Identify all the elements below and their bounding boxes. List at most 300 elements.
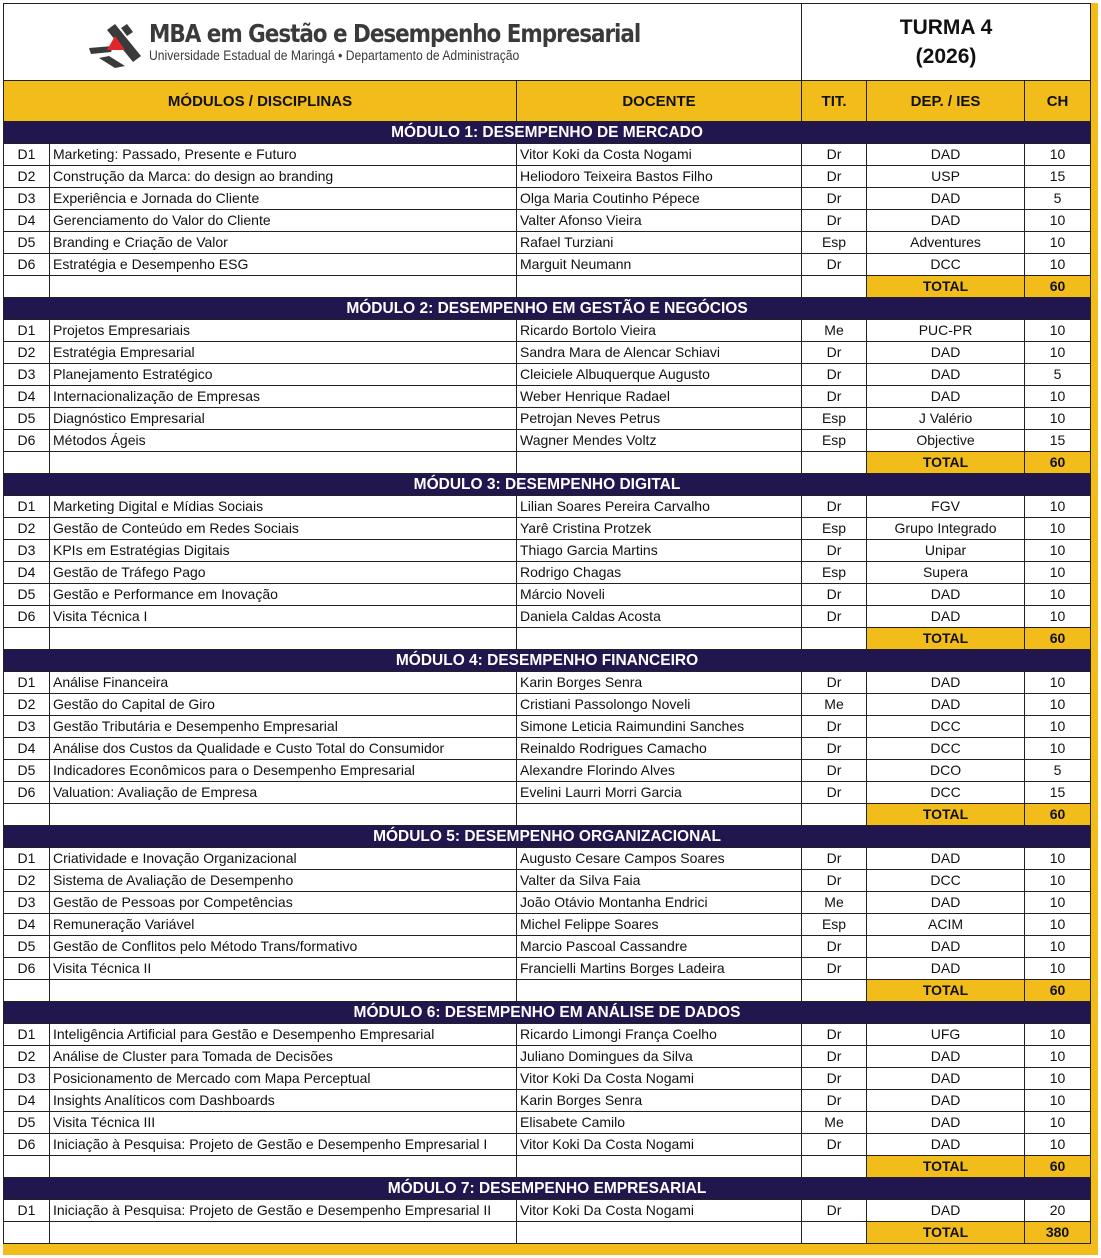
discipline-code: D2 <box>4 518 50 540</box>
carga-horaria: 10 <box>1025 1112 1091 1134</box>
module-title: MÓDULO 1: DESEMPENHO DE MERCADO <box>4 122 1091 144</box>
department: DCC <box>867 782 1025 804</box>
department: DAD <box>867 1090 1025 1112</box>
carga-horaria: 20 <box>1025 1200 1091 1222</box>
docente-name: Juliano Domingues da Silva <box>517 1046 802 1068</box>
discipline-row <box>4 1200 1091 1222</box>
discipline-code: D1 <box>4 1200 50 1222</box>
module-header-row <box>4 826 1091 848</box>
discipline-code: D6 <box>4 782 50 804</box>
total-spacer <box>50 628 517 650</box>
total-spacer <box>50 1156 517 1178</box>
discipline-code: D1 <box>4 144 50 166</box>
discipline-name: Estratégia Empresarial <box>50 342 517 364</box>
discipline-name: Criatividade e Inovação Organizacional <box>50 848 517 870</box>
total-spacer <box>4 628 50 650</box>
carga-horaria: 10 <box>1025 1046 1091 1068</box>
docente-name: Ricardo Bortolo Vieira <box>517 320 802 342</box>
discipline-name: Análise Financeira <box>50 672 517 694</box>
discipline-row <box>4 584 1091 606</box>
discipline-name: Gestão de Conflitos pelo Método Trans/formativo <box>50 936 517 958</box>
docente-name: Wagner Mendes Voltz <box>517 430 802 452</box>
titulacao: Dr <box>802 936 867 958</box>
department: DAD <box>867 342 1025 364</box>
carga-horaria: 10 <box>1025 870 1091 892</box>
discipline-name: Projetos Empresariais <box>50 320 517 342</box>
department: DAD <box>867 144 1025 166</box>
total-row <box>4 1156 1091 1178</box>
total-spacer <box>802 276 867 298</box>
discipline-code: D4 <box>4 386 50 408</box>
discipline-row <box>4 1090 1091 1112</box>
carga-horaria: 10 <box>1025 606 1091 628</box>
titulacao: Dr <box>802 540 867 562</box>
discipline-name: Sistema de Avaliação de Desempenho <box>50 870 517 892</box>
docente-name: Simone Leticia Raimundini Sanches <box>517 716 802 738</box>
col-header-tit: TIT. <box>802 81 867 122</box>
department: DAD <box>867 1134 1025 1156</box>
carga-horaria: 10 <box>1025 386 1091 408</box>
discipline-name: Remuneração Variável <box>50 914 517 936</box>
total-spacer <box>517 452 802 474</box>
discipline-row <box>4 936 1091 958</box>
department: DAD <box>867 848 1025 870</box>
discipline-code: D3 <box>4 188 50 210</box>
titulacao: Dr <box>802 386 867 408</box>
total-spacer <box>802 628 867 650</box>
department: USP <box>867 166 1025 188</box>
discipline-row <box>4 738 1091 760</box>
discipline-row <box>4 496 1091 518</box>
schedule-table <box>3 3 1091 1244</box>
total-row <box>4 1222 1091 1244</box>
program-title: MBA em Gestão e Desempenho Empresarial <box>148 19 641 49</box>
col-header-dep: DEP. / IES <box>867 81 1025 122</box>
docente-name: Petrojan Neves Petrus <box>517 408 802 430</box>
department: FGV <box>867 496 1025 518</box>
docente-name: Marguit Neumann <box>517 254 802 276</box>
total-label: TOTAL <box>867 980 1025 1002</box>
titulacao: Dr <box>802 188 867 210</box>
carga-horaria: 10 <box>1025 1068 1091 1090</box>
department: DAD <box>867 1200 1025 1222</box>
docente-name: Vitor Koki da Costa Nogami <box>517 144 802 166</box>
carga-horaria: 10 <box>1025 694 1091 716</box>
carga-horaria: 10 <box>1025 848 1091 870</box>
department: DAD <box>867 936 1025 958</box>
discipline-row <box>4 694 1091 716</box>
discipline-name: Internacionalização de Empresas <box>50 386 517 408</box>
carga-horaria: 10 <box>1025 914 1091 936</box>
discipline-row <box>4 716 1091 738</box>
module-header-row <box>4 298 1091 320</box>
department: DCC <box>867 738 1025 760</box>
carga-horaria: 10 <box>1025 518 1091 540</box>
discipline-row <box>4 232 1091 254</box>
total-value: 60 <box>1025 980 1091 1002</box>
docente-name: Lilian Soares Pereira Carvalho <box>517 496 802 518</box>
docente-name: Valter Afonso Vieira <box>517 210 802 232</box>
docente-name: Vitor Koki Da Costa Nogami <box>517 1200 802 1222</box>
discipline-code: D2 <box>4 342 50 364</box>
carga-horaria: 15 <box>1025 430 1091 452</box>
total-spacer <box>4 804 50 826</box>
total-row <box>4 628 1091 650</box>
titulacao: Dr <box>802 760 867 782</box>
discipline-code: D5 <box>4 232 50 254</box>
docente-name: Rafael Turziani <box>517 232 802 254</box>
titulacao: Me <box>802 694 867 716</box>
department: J Valério <box>867 408 1025 430</box>
docente-name: Reinaldo Rodrigues Camacho <box>517 738 802 760</box>
docente-name: Heliodoro Teixeira Bastos Filho <box>517 166 802 188</box>
discipline-row <box>4 892 1091 914</box>
turma-label: TURMA 4 <box>899 16 993 39</box>
docente-name: Marcio Pascoal Cassandre <box>517 936 802 958</box>
titulacao: Me <box>802 1112 867 1134</box>
program-subtitle: Universidade Estadual de Maringá • Departamento de Administração <box>148 48 520 64</box>
department: DAD <box>867 1046 1025 1068</box>
titulacao: Dr <box>802 364 867 386</box>
carga-horaria: 5 <box>1025 188 1091 210</box>
discipline-name: Posicionamento de Mercado com Mapa Perceptual <box>50 1068 517 1090</box>
titulacao: Esp <box>802 232 867 254</box>
department: Unipar <box>867 540 1025 562</box>
discipline-code: D1 <box>4 1024 50 1046</box>
department: DCC <box>867 716 1025 738</box>
docente-name: Olga Maria Coutinho Pépece <box>517 188 802 210</box>
titulacao: Dr <box>802 1200 867 1222</box>
discipline-code: D3 <box>4 892 50 914</box>
discipline-row <box>4 166 1091 188</box>
total-spacer <box>4 1156 50 1178</box>
carga-horaria: 10 <box>1025 210 1091 232</box>
total-spacer <box>50 1222 517 1244</box>
total-spacer <box>517 1222 802 1244</box>
discipline-code: D2 <box>4 694 50 716</box>
department: PUC-PR <box>867 320 1025 342</box>
discipline-code: D3 <box>4 1068 50 1090</box>
docente-name: Elisabete Camilo <box>517 1112 802 1134</box>
docente-name: Vitor Koki Da Costa Nogami <box>517 1068 802 1090</box>
department: DAD <box>867 386 1025 408</box>
col-header-disciplinas: MÓDULOS / DISCIPLINAS <box>4 81 517 122</box>
department: Grupo Integrado <box>867 518 1025 540</box>
total-spacer <box>4 276 50 298</box>
discipline-name: Gestão e Performance em Inovação <box>50 584 517 606</box>
department: DAD <box>867 672 1025 694</box>
discipline-row <box>4 188 1091 210</box>
discipline-name: Indicadores Econômicos para o Desempenho Empresarial <box>50 760 517 782</box>
docente-name: Michel Felippe Soares <box>517 914 802 936</box>
discipline-name: Visita Técnica III <box>50 1112 517 1134</box>
department: UFG <box>867 1024 1025 1046</box>
department: DCC <box>867 870 1025 892</box>
total-spacer <box>4 452 50 474</box>
discipline-name: Diagnóstico Empresarial <box>50 408 517 430</box>
carga-horaria: 5 <box>1025 760 1091 782</box>
discipline-row <box>4 1068 1091 1090</box>
discipline-row <box>4 1046 1091 1068</box>
discipline-row <box>4 562 1091 584</box>
department: DAD <box>867 584 1025 606</box>
department: DAD <box>867 188 1025 210</box>
discipline-code: D3 <box>4 716 50 738</box>
total-value: 60 <box>1025 628 1091 650</box>
discipline-name: Visita Técnica II <box>50 958 517 980</box>
carga-horaria: 10 <box>1025 342 1091 364</box>
total-value: 60 <box>1025 1156 1091 1178</box>
discipline-name: Construção da Marca: do design ao branding <box>50 166 517 188</box>
carga-horaria: 10 <box>1025 672 1091 694</box>
discipline-code: D1 <box>4 496 50 518</box>
carga-horaria: 15 <box>1025 166 1091 188</box>
carga-horaria: 5 <box>1025 364 1091 386</box>
carga-horaria: 10 <box>1025 320 1091 342</box>
carga-horaria: 10 <box>1025 254 1091 276</box>
discipline-code: D4 <box>4 738 50 760</box>
docente-name: Alexandre Florindo Alves <box>517 760 802 782</box>
col-header-ch: CH <box>1025 81 1091 122</box>
department: ACIM <box>867 914 1025 936</box>
discipline-row <box>4 1024 1091 1046</box>
carga-horaria: 10 <box>1025 716 1091 738</box>
module-header-row <box>4 650 1091 672</box>
turma-year: (2026) <box>915 45 977 68</box>
carga-horaria: 10 <box>1025 496 1091 518</box>
discipline-row <box>4 848 1091 870</box>
total-spacer <box>50 804 517 826</box>
discipline-code: D4 <box>4 210 50 232</box>
discipline-row <box>4 364 1091 386</box>
total-row <box>4 980 1091 1002</box>
discipline-name: Visita Técnica I <box>50 606 517 628</box>
docente-name: Weber Henrique Radael <box>517 386 802 408</box>
department: Objective <box>867 430 1025 452</box>
discipline-row <box>4 320 1091 342</box>
total-label: TOTAL <box>867 1156 1025 1178</box>
module-header-row <box>4 1002 1091 1024</box>
docente-name: Cristiani Passolongo Noveli <box>517 694 802 716</box>
docente-name: Valter da Silva Faia <box>517 870 802 892</box>
discipline-code: D5 <box>4 760 50 782</box>
discipline-row <box>4 386 1091 408</box>
header-row <box>4 4 1091 81</box>
docente-name: Sandra Mara de Alencar Schiavi <box>517 342 802 364</box>
discipline-row <box>4 254 1091 276</box>
total-label: TOTAL <box>867 1222 1025 1244</box>
docente-name: Vitor Koki Da Costa Nogami <box>517 1134 802 1156</box>
discipline-row <box>4 540 1091 562</box>
discipline-row <box>4 430 1091 452</box>
discipline-code: D4 <box>4 914 50 936</box>
titulacao: Dr <box>802 958 867 980</box>
discipline-code: D5 <box>4 936 50 958</box>
total-row <box>4 804 1091 826</box>
carga-horaria: 10 <box>1025 1134 1091 1156</box>
carga-horaria: 10 <box>1025 144 1091 166</box>
discipline-name: Branding e Criação de Valor <box>50 232 517 254</box>
docente-name: Márcio Noveli <box>517 584 802 606</box>
docente-name: Evelini Laurri Morri Garcia <box>517 782 802 804</box>
carga-horaria: 10 <box>1025 958 1091 980</box>
col-header-docente: DOCENTE <box>517 81 802 122</box>
docente-name: Karin Borges Senra <box>517 1090 802 1112</box>
total-spacer <box>517 276 802 298</box>
total-spacer <box>802 804 867 826</box>
module-header-row <box>4 474 1091 496</box>
module-title: MÓDULO 3: DESEMPENHO DIGITAL <box>4 474 1091 496</box>
carga-horaria: 10 <box>1025 584 1091 606</box>
discipline-name: KPIs em Estratégias Digitais <box>50 540 517 562</box>
module-title: MÓDULO 7: DESEMPENHO EMPRESARIAL <box>4 1178 1091 1200</box>
titulacao: Esp <box>802 914 867 936</box>
total-spacer <box>802 1222 867 1244</box>
discipline-name: Marketing: Passado, Presente e Futuro <box>50 144 517 166</box>
titulacao: Dr <box>802 848 867 870</box>
uem-logo-icon <box>85 16 145 68</box>
docente-name: Karin Borges Senra <box>517 672 802 694</box>
titulacao: Dr <box>802 738 867 760</box>
module-header-row <box>4 122 1091 144</box>
docente-name: Augusto Cesare Campos Soares <box>517 848 802 870</box>
titulacao: Dr <box>802 1024 867 1046</box>
titulacao: Dr <box>802 144 867 166</box>
discipline-name: Valuation: Avaliação de Empresa <box>50 782 517 804</box>
department: DAD <box>867 958 1025 980</box>
titulacao: Esp <box>802 518 867 540</box>
module-header-row <box>4 1178 1091 1200</box>
discipline-name: Insights Analíticos com Dashboards <box>50 1090 517 1112</box>
titulacao: Dr <box>802 870 867 892</box>
discipline-code: D3 <box>4 364 50 386</box>
docente-name: Rodrigo Chagas <box>517 562 802 584</box>
carga-horaria: 10 <box>1025 540 1091 562</box>
discipline-row <box>4 760 1091 782</box>
carga-horaria: 10 <box>1025 738 1091 760</box>
discipline-code: D1 <box>4 848 50 870</box>
department: DCO <box>867 760 1025 782</box>
discipline-row <box>4 408 1091 430</box>
discipline-code: D6 <box>4 1134 50 1156</box>
carga-horaria: 10 <box>1025 1090 1091 1112</box>
titulacao: Dr <box>802 496 867 518</box>
total-spacer <box>517 1156 802 1178</box>
discipline-name: Marketing Digital e Mídias Sociais <box>50 496 517 518</box>
titulacao: Dr <box>802 1090 867 1112</box>
total-spacer <box>517 628 802 650</box>
total-spacer <box>517 804 802 826</box>
discipline-code: D5 <box>4 408 50 430</box>
discipline-name: Iniciação à Pesquisa: Projeto de Gestão e Desempenho Empresarial II <box>50 1200 517 1222</box>
department: DAD <box>867 1112 1025 1134</box>
discipline-row <box>4 782 1091 804</box>
discipline-name: Métodos Ágeis <box>50 430 517 452</box>
total-value: 60 <box>1025 452 1091 474</box>
discipline-code: D6 <box>4 958 50 980</box>
discipline-code: D1 <box>4 320 50 342</box>
discipline-code: D6 <box>4 430 50 452</box>
titulacao: Dr <box>802 210 867 232</box>
docente-name: Yarê Cristina Protzek <box>517 518 802 540</box>
discipline-row <box>4 672 1091 694</box>
total-spacer <box>802 452 867 474</box>
department: Supera <box>867 562 1025 584</box>
module-title: MÓDULO 4: DESEMPENHO FINANCEIRO <box>4 650 1091 672</box>
discipline-code: D4 <box>4 562 50 584</box>
module-title: MÓDULO 2: DESEMPENHO EM GESTÃO E NEGÓCIOS <box>4 298 1091 320</box>
carga-horaria: 10 <box>1025 892 1091 914</box>
discipline-row <box>4 914 1091 936</box>
titulacao: Esp <box>802 430 867 452</box>
discipline-row <box>4 870 1091 892</box>
turma-cell <box>802 4 1091 81</box>
total-spacer <box>50 980 517 1002</box>
discipline-code: D2 <box>4 870 50 892</box>
titulacao: Dr <box>802 1134 867 1156</box>
titulacao: Dr <box>802 716 867 738</box>
total-label: TOTAL <box>867 804 1025 826</box>
department: DAD <box>867 694 1025 716</box>
titulacao: Esp <box>802 408 867 430</box>
docente-name: Daniela Caldas Acosta <box>517 606 802 628</box>
discipline-code: D3 <box>4 540 50 562</box>
total-label: TOTAL <box>867 628 1025 650</box>
total-spacer <box>4 980 50 1002</box>
total-row <box>4 452 1091 474</box>
department: DAD <box>867 364 1025 386</box>
titulacao: Esp <box>802 562 867 584</box>
discipline-row <box>4 144 1091 166</box>
discipline-code: D5 <box>4 1112 50 1134</box>
discipline-name: Gestão do Capital de Giro <box>50 694 517 716</box>
discipline-name: Inteligência Artificial para Gestão e Desempenho Empresarial <box>50 1024 517 1046</box>
titulacao: Dr <box>802 254 867 276</box>
titulacao: Dr <box>802 1068 867 1090</box>
column-header-row <box>4 81 1091 122</box>
discipline-row <box>4 210 1091 232</box>
titulacao: Dr <box>802 342 867 364</box>
carga-horaria: 10 <box>1025 408 1091 430</box>
discipline-row <box>4 958 1091 980</box>
department: DAD <box>867 1068 1025 1090</box>
total-label: TOTAL <box>867 276 1025 298</box>
titulacao: Dr <box>802 606 867 628</box>
carga-horaria: 10 <box>1025 1024 1091 1046</box>
discipline-code: D2 <box>4 166 50 188</box>
department: DAD <box>867 210 1025 232</box>
titulacao: Me <box>802 320 867 342</box>
titulacao: Dr <box>802 672 867 694</box>
carga-horaria: 10 <box>1025 562 1091 584</box>
logo-cell <box>4 4 802 81</box>
total-spacer <box>802 980 867 1002</box>
discipline-code: D2 <box>4 1046 50 1068</box>
discipline-name: Gestão de Tráfego Pago <box>50 562 517 584</box>
department: DCC <box>867 254 1025 276</box>
discipline-code: D6 <box>4 606 50 628</box>
discipline-name: Análise dos Custos da Qualidade e Custo Total do Consumidor <box>50 738 517 760</box>
module-title: MÓDULO 5: DESEMPENHO ORGANIZACIONAL <box>4 826 1091 848</box>
docente-name: Cleiciele Albuquerque Augusto <box>517 364 802 386</box>
discipline-name: Estratégia e Desempenho ESG <box>50 254 517 276</box>
total-label: TOTAL <box>867 452 1025 474</box>
discipline-name: Análise de Cluster para Tomada de Decisões <box>50 1046 517 1068</box>
carga-horaria: 10 <box>1025 232 1091 254</box>
discipline-code: D6 <box>4 254 50 276</box>
titulacao: Dr <box>802 782 867 804</box>
discipline-name: Gestão de Conteúdo em Redes Sociais <box>50 518 517 540</box>
